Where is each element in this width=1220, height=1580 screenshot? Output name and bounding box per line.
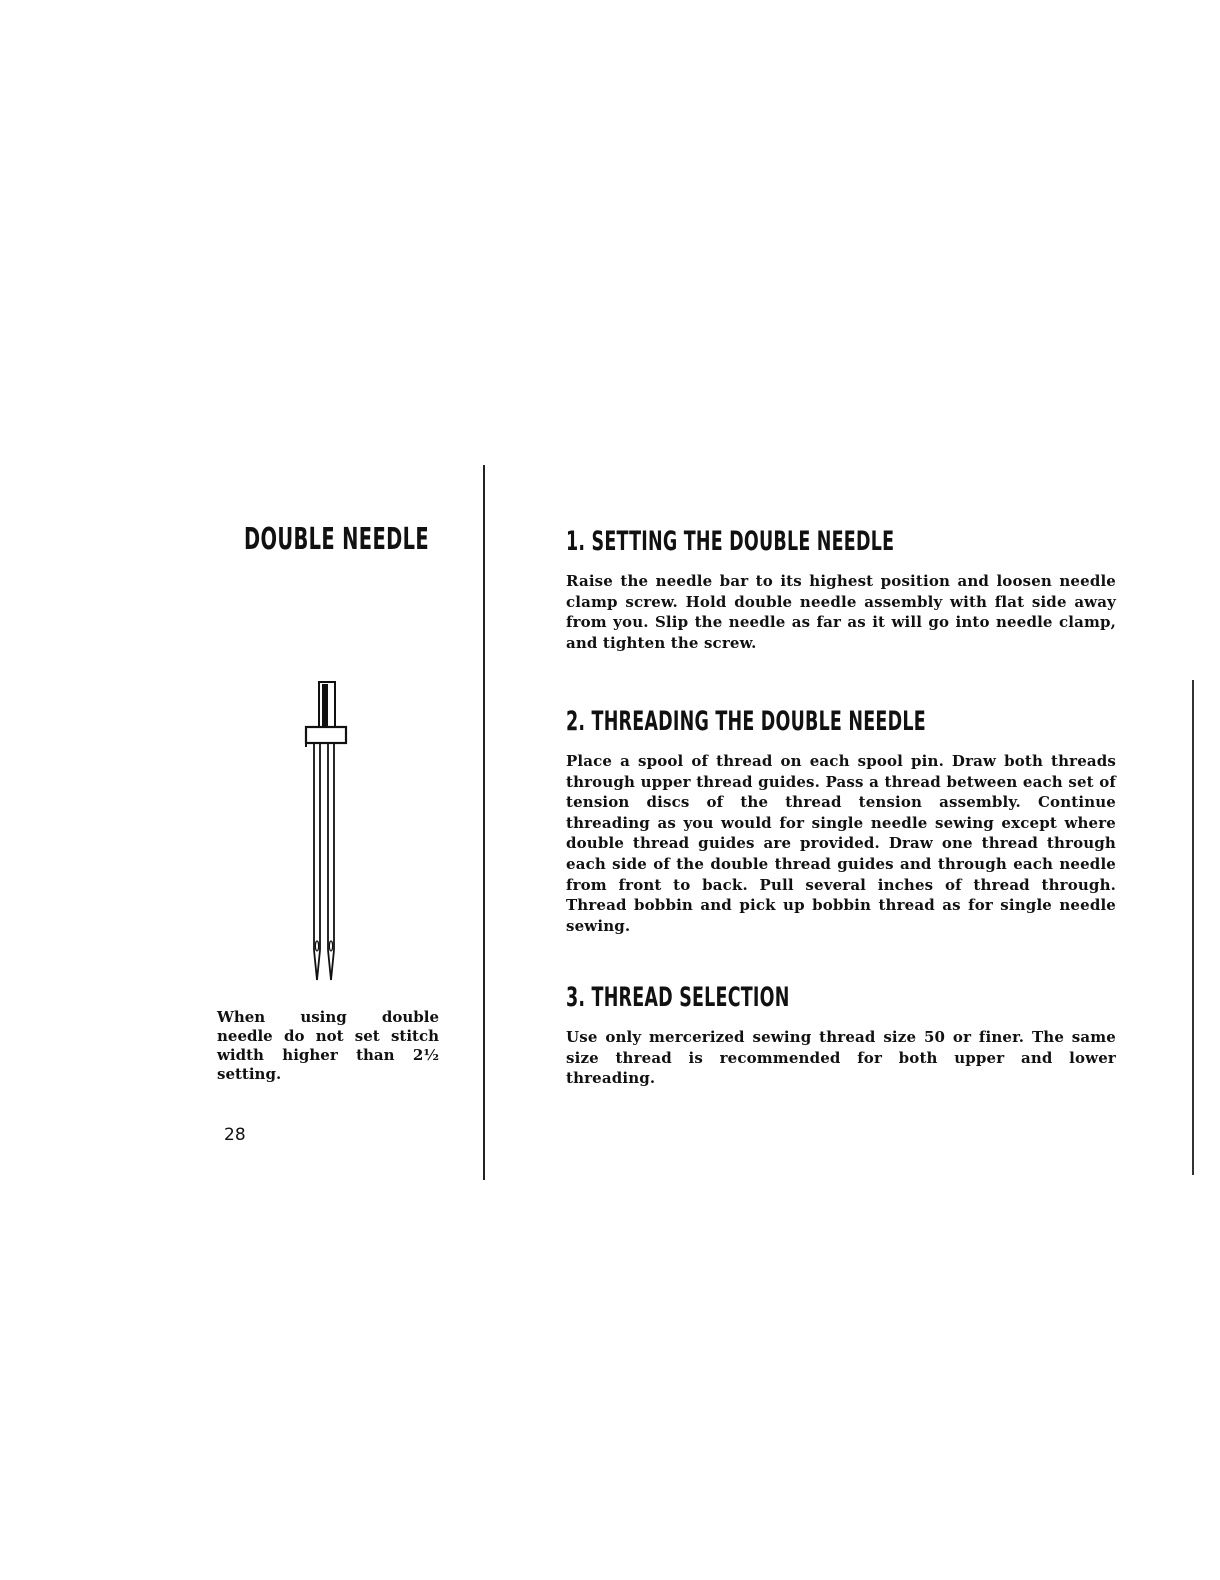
section-heading: 2. THREADING THE DOUBLE NEEDLE (566, 706, 926, 737)
section-body: Raise the needle bar to its highest position and loosen needle clamp screw. Hold double needle assembly with flat side away from you. Slip the needle as far as it will go into needle clamp, and tighten the screw. (566, 572, 1116, 652)
column-divider (483, 465, 485, 1180)
section-heading: 1. SETTING THE DOUBLE NEEDLE (566, 526, 895, 557)
stitch-width-caption: When using double needle do not set stitch width higher than 2½ setting. (217, 1008, 439, 1083)
section-body: Use only mercerized sewing thread size 50 or finer. The same size thread is recommended for both upper and lower threading. (566, 1028, 1116, 1088)
section-setting-double-needle (566, 526, 1116, 653)
section-body: Place a spool of thread on each spool pin. Draw both threads through upper thread guides. Pass a thread between each set of tension discs of the thread tension assembly. Continue threading as you would for single needle sewing except where double thread guides are provided. Draw one thread through each side of the double thread guides and through each needle from front to back. Pull several inches of thread through. Thread bobbin and pick up bobbin thread as for single needle sewing. (566, 752, 1116, 935)
section-heading: 3. THREAD SELECTION (566, 982, 790, 1013)
double-needle-illustration (296, 675, 356, 995)
double-needle-icon (296, 675, 356, 995)
page-edge-line (1192, 680, 1194, 1175)
section-threading-double-needle (566, 706, 1116, 936)
page-title: DOUBLE NEEDLE (244, 522, 429, 557)
section-thread-selection (566, 982, 1116, 1089)
page-number: 28 (224, 1125, 246, 1145)
